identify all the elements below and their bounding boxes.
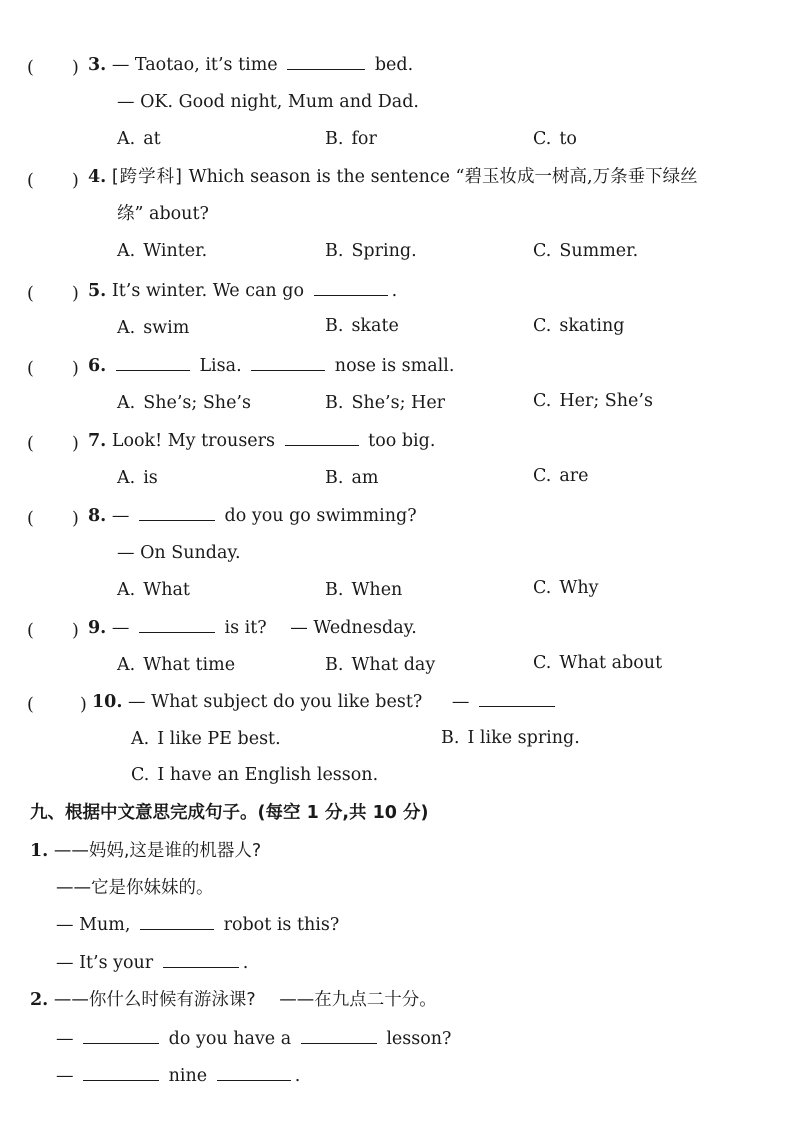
answer-paren-open: ( [27, 695, 34, 715]
option-text: I like spring. [467, 728, 580, 748]
question-text: It’s winter. We can go [111, 281, 305, 301]
sentence-text: . [242, 953, 249, 973]
question-4-line1 [88, 166, 698, 188]
option-a[interactable] [117, 128, 161, 150]
option-letter: B. [325, 655, 344, 675]
sentence-text: robot is this? [223, 915, 340, 935]
chinese-prompt: ——妈妈,这是谁的机器人? [53, 841, 262, 861]
option-letter: C. [533, 129, 552, 149]
s9-item2-en2 [56, 1065, 300, 1087]
option-letter: C. [533, 316, 552, 336]
question-number: 9. [88, 618, 107, 638]
option-letter: B. [325, 393, 344, 413]
option-b[interactable] [325, 240, 417, 262]
option-letter: C. [131, 765, 150, 785]
option-text: are [559, 466, 589, 486]
option-a[interactable] [117, 240, 207, 262]
answer-paren-open: ( [27, 284, 34, 304]
s9-item1-en2 [56, 952, 248, 974]
option-letter: C. [533, 391, 552, 411]
question-3-line1 [88, 54, 413, 76]
answer-blank[interactable] [301, 1029, 377, 1044]
option-text: What [143, 580, 190, 600]
option-text: is [143, 468, 158, 488]
answer-blank[interactable] [314, 281, 388, 296]
option-letter: C. [533, 466, 552, 486]
question-text: do you go swimming? [224, 506, 417, 526]
answer-paren-open: ( [27, 509, 34, 529]
sentence-text: . [294, 1066, 301, 1086]
option-text: skate [351, 316, 399, 336]
sentence-text: — Mum, [56, 915, 131, 935]
question-text: — [111, 506, 130, 526]
option-a[interactable] [117, 467, 158, 489]
sentence-text: — It’s your [56, 953, 154, 973]
answer-blank[interactable] [139, 618, 215, 633]
question-text: nose is small. [334, 356, 455, 376]
question-number: 8. [88, 506, 107, 526]
option-text: skating [559, 316, 625, 336]
chinese-prompt: ——你什么时候有游泳课? [53, 990, 256, 1010]
option-letter: A. [117, 393, 136, 413]
answer-blank[interactable] [285, 431, 359, 446]
question-4-line2: 绦” about? [117, 204, 209, 224]
question-number: 6. [88, 356, 107, 376]
question-8-line2: — On Sunday. [117, 543, 241, 563]
option-text: for [351, 129, 377, 149]
question-text: — Wednesday. [290, 618, 417, 638]
option-c[interactable] [533, 652, 662, 674]
question-number: 2. [30, 990, 49, 1010]
option-text: What time [143, 655, 236, 675]
option-b[interactable] [441, 727, 580, 749]
option-text: When [351, 580, 403, 600]
question-number: 7. [88, 431, 107, 451]
question-5-line1 [88, 280, 397, 302]
question-number: 1. [30, 841, 49, 861]
question-8-line1 [88, 505, 417, 527]
answer-blank[interactable] [479, 692, 555, 707]
question-7-line1 [88, 430, 435, 452]
s9-item1-en1 [56, 914, 339, 936]
question-text: Lisa. [199, 356, 242, 376]
option-text: What about [559, 653, 663, 673]
sentence-text: lesson? [386, 1029, 452, 1049]
option-text: Spring. [351, 241, 417, 261]
option-letter: A. [131, 729, 150, 749]
s9-item1-cn1 [30, 840, 261, 862]
s9-item2-en1 [56, 1028, 451, 1050]
question-text: — [451, 692, 470, 712]
answer-paren-close: ) [72, 621, 79, 641]
option-text: She’s; Her [351, 393, 446, 413]
option-text: What day [351, 655, 436, 675]
answer-paren-open: ( [27, 359, 34, 379]
sentence-text: do you have a [168, 1029, 292, 1049]
question-9-line1 [88, 617, 417, 639]
question-text: . [391, 281, 398, 301]
option-a[interactable] [117, 392, 251, 414]
option-text: Winter. [143, 241, 208, 261]
option-a[interactable] [117, 579, 190, 601]
option-c[interactable] [533, 390, 653, 412]
question-text: is it? [224, 618, 267, 638]
option-b[interactable] [325, 654, 435, 676]
question-10-line1 [92, 691, 559, 713]
question-number: 3. [88, 55, 107, 75]
option-letter: B. [325, 580, 344, 600]
option-letter: B. [325, 129, 344, 149]
s9-item1-cn2: ——它是你妹妹的。 [56, 878, 214, 898]
option-letter: A. [117, 129, 136, 149]
answer-blank[interactable] [287, 55, 365, 70]
option-text: at [143, 129, 161, 149]
answer-paren-close: ) [80, 695, 87, 715]
question-text: too big. [368, 431, 436, 451]
option-letter: C. [533, 578, 552, 598]
option-letter: A. [117, 241, 136, 261]
answer-paren-open: ( [27, 434, 34, 454]
answer-paren-close: ) [72, 171, 79, 191]
answer-paren-close: ) [72, 434, 79, 454]
option-letter: C. [533, 241, 552, 261]
answer-paren-open: ( [27, 58, 34, 78]
question-number: 4. [88, 167, 107, 187]
option-b[interactable] [325, 128, 377, 150]
option-letter: A. [117, 580, 136, 600]
question-6-line1 [88, 355, 454, 377]
option-c[interactable] [533, 128, 577, 150]
section-9-title: 九、根据中文意思完成句子。(每空 1 分,共 10 分) [30, 803, 429, 823]
answer-paren-open: ( [27, 621, 34, 641]
question-text: Look! My trousers [111, 431, 276, 451]
answer-blank[interactable] [83, 1066, 159, 1081]
question-number: 10. [92, 692, 123, 712]
option-c[interactable] [533, 577, 599, 599]
option-text: Her; She’s [559, 391, 653, 411]
answer-paren-close: ) [72, 284, 79, 304]
option-b[interactable] [325, 467, 378, 489]
option-a[interactable] [117, 317, 189, 339]
chinese-prompt: ——在九点二十分。 [279, 990, 437, 1010]
answer-blank[interactable] [83, 1029, 159, 1044]
answer-paren-close: ) [72, 359, 79, 379]
answer-paren-close: ) [72, 58, 79, 78]
option-b[interactable] [325, 392, 445, 414]
answer-paren-open: ( [27, 171, 34, 191]
option-text: Summer. [559, 241, 639, 261]
option-letter: B. [441, 728, 460, 748]
question-number: 5. [88, 281, 107, 301]
answer-blank[interactable] [251, 356, 325, 371]
option-letter: A. [117, 318, 136, 338]
s9-item2-cn [30, 989, 437, 1011]
sentence-text: — [56, 1029, 74, 1049]
option-text: I like PE best. [157, 729, 281, 749]
answer-blank[interactable] [217, 1066, 291, 1081]
answer-blank[interactable] [139, 506, 215, 521]
cross-subject-tag: [跨学科] [111, 167, 184, 187]
option-c[interactable] [533, 465, 589, 487]
question-text: — Taotao, it’s time [111, 55, 278, 75]
answer-blank[interactable] [140, 915, 214, 930]
option-c[interactable] [131, 764, 378, 786]
option-text: Why [559, 578, 599, 598]
option-a[interactable] [131, 728, 281, 750]
option-b[interactable] [325, 579, 402, 601]
question-text: Which season is the sentence “碧玉妆成一树高,万条垂下绿丝 [188, 167, 698, 187]
sentence-text: nine [168, 1066, 208, 1086]
sentence-text: — [56, 1066, 74, 1086]
option-letter: A. [117, 468, 136, 488]
option-letter: B. [325, 316, 344, 336]
option-text: am [351, 468, 379, 488]
option-letter: B. [325, 241, 344, 261]
question-text: — What subject do you like best? [128, 692, 423, 712]
option-letter: A. [117, 655, 136, 675]
option-text: I have an English lesson. [157, 765, 379, 785]
question-3-line2: — OK. Good night, Mum and Dad. [117, 92, 419, 112]
option-text: swim [143, 318, 190, 338]
option-a[interactable] [117, 654, 235, 676]
option-text: She’s; She’s [143, 393, 251, 413]
answer-paren-close: ) [72, 509, 79, 529]
answer-blank[interactable] [163, 953, 239, 968]
answer-blank[interactable] [116, 356, 190, 371]
option-letter: B. [325, 468, 344, 488]
option-c[interactable] [533, 315, 624, 337]
option-text: to [559, 129, 577, 149]
question-text: bed. [374, 55, 414, 75]
question-text: — [111, 618, 130, 638]
option-letter: C. [533, 653, 552, 673]
option-b[interactable] [325, 315, 399, 337]
option-c[interactable] [533, 240, 638, 262]
